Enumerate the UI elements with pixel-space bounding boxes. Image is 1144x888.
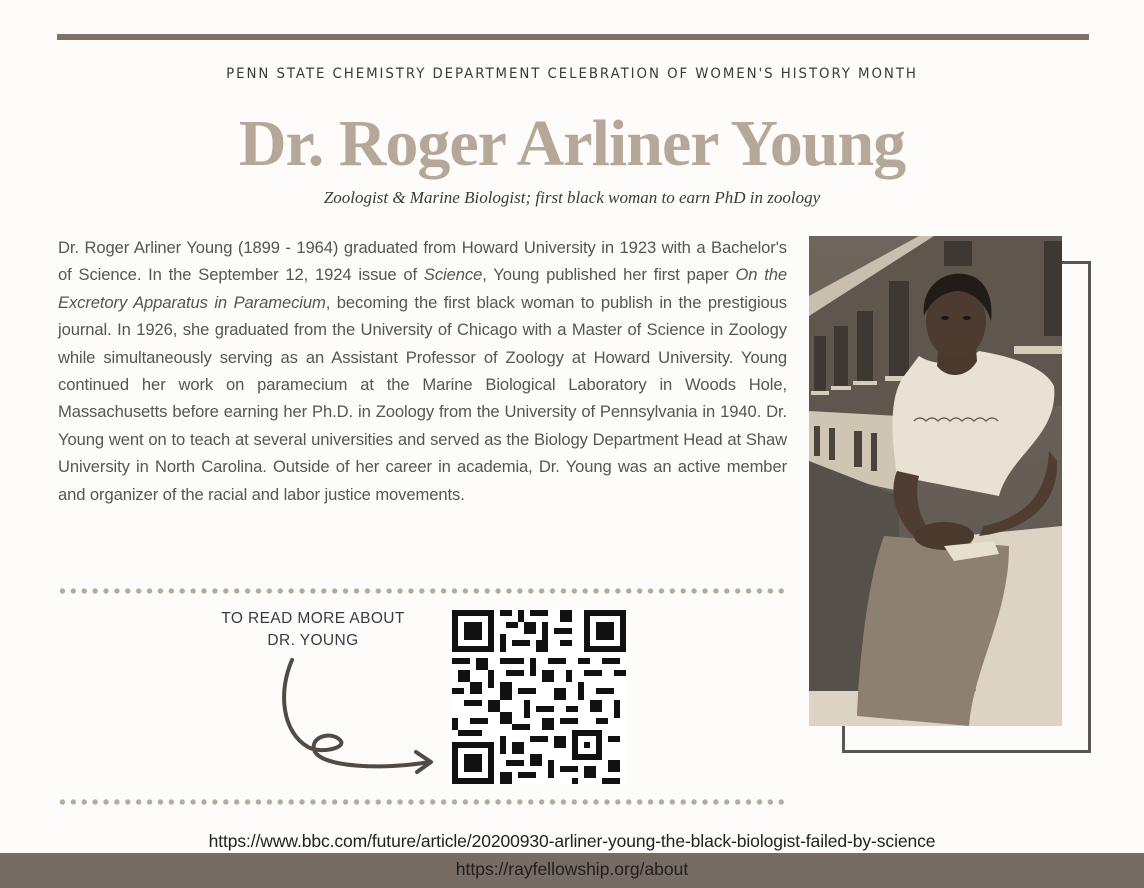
- bio-text: , Young published her first paper: [482, 265, 736, 285]
- top-rule: [57, 34, 1089, 40]
- portrait-illustration: [809, 236, 1062, 726]
- page-title: Dr. Roger Arliner Young: [238, 107, 906, 180]
- subtitle: Zoologist & Marine Biologist; first black woman to earn PhD in zoology: [323, 188, 821, 207]
- bio-text: , becoming the first black woman to publish in the prestigious journal. In 1926, she graduated from the University of Chicago with a Master of Science in Zoology while simultaneously serving as an Assistant Professor of Zoology at Howard University. Young continued her work on paramecium at the Marine Biological Laboratory in Woods Hole, Massachusetts before earning her Ph.D. in Zoology from the University of Pennsylvania in 1940. Dr. Young went on to teach at several universities and served as the Biology Department Head at Shaw University in North Carolina. Outside of her career in academia, Dr. Young was an active member and organizer of the racial and labor justice movements.: [58, 292, 787, 504]
- read-more-line2: DR. YOUNG: [267, 632, 359, 649]
- journal-name: Science: [423, 265, 483, 285]
- curly-arrow-icon: [270, 652, 440, 777]
- biography-paragraph: [58, 234, 787, 508]
- bio-text: Dr. Roger Arliner Young (1899 - 1964) graduated from Howard University in 1923 with a Bachelor's of Science. In the September 12, 1924 issue of: [58, 238, 787, 285]
- bbc-article-link[interactable]: https://www.bbc.com/future/article/20200930-arliner-young-the-black-biologist-failed-by-science: [208, 831, 936, 851]
- dotted-divider-bottom: [57, 799, 785, 805]
- qr-code[interactable]: [452, 610, 626, 784]
- read-more-label: [205, 608, 421, 652]
- read-more-line1: TO READ MORE ABOUT: [221, 610, 405, 627]
- paper-title: On the Excretory Apparatus in Paramecium: [58, 265, 787, 312]
- dotted-divider-top: [57, 588, 785, 594]
- rayfellowship-link[interactable]: https://rayfellowship.org/about: [455, 859, 689, 879]
- kicker-heading: PENN STATE CHEMISTRY DEPARTMENT CELEBRATION OF WOMEN'S HISTORY MONTH: [226, 66, 918, 82]
- portrait-photo: [809, 236, 1062, 726]
